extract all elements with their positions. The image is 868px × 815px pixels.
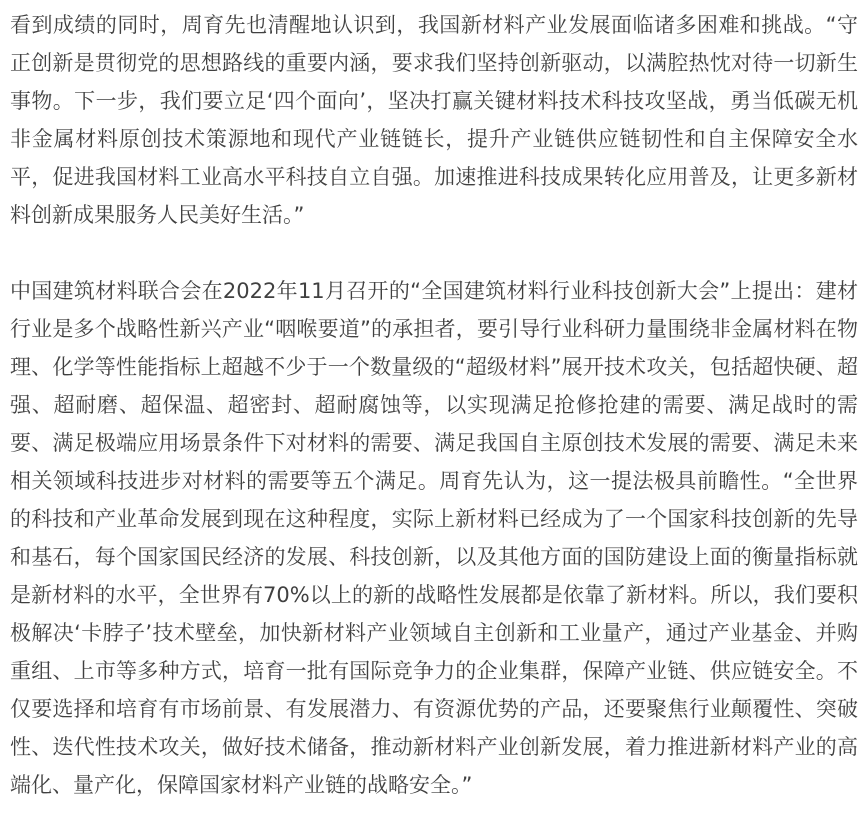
- article-paragraph-2: 中国建筑材料联合会在2022年11月召开的“全国建筑材料行业科技创新大会”上提出：建材行业是多个战略性新兴产业“咽喉要道”的承担者，要引导行业科研力量围绕非金属材料在物理、化学等性能指标上超越不少于一个数量级的“超级材料”展开技术攻关，包括超快硬、超强、超耐磨、超保温、超密封、超耐腐蚀等，以实现满足抢修抢建的需要、满足战时的需要、满足极端应用场景条件下对材料的需要、满足我国自主原创技术发展的需要、满足未来相关领域科技进步对材料的需要等五个满足。周育先认为，这一提法极具前瞻性。“全世界的科技和产业革命发展到现在这种程度，实际上新材料已经成为了一个国家科技创新的先导和基石，每个国家国民经济的发展、科技创新，以及其他方面的国防建设上面的衡量指标就是新材料的水平，全世界有70%以上的新的战略性发展都是依靠了新材料。所以，我们要积极解决‘卡脖子’技术壁垒，加快新材料产业领域自主创新和工业量产，通过产业基金、并购重组、上市等多种方式，培育一批有国际竞争力的企业集群，保障产业链、供应链安全。不仅要选择和培育有市场前景、有发展潜力、有资源优势的产品，还要聚焦行业颠覆性、突破性、迭代性技术攻关，做好技术储备，推动新材料产业创新发展，着力推进新材料产业的高端化、量产化，保障国家材料产业链的战略安全。”: [10, 279, 858, 797]
- article-paragraph-1: 看到成绩的同时，周育先也清醒地认识到，我国新材料产业发展面临诸多困难和挑战。“守正创新是贯彻党的思想路线的重要内涵，要求我们坚持创新驱动，以满腔热忱对待一切新生事物。下一步，我们要立足‘四个面向’，坚决打赢关键材料技术科技攻坚战，勇当低碳无机非金属材料原创技术策源地和现代产业链链长，提升产业链供应链韧性和自主保障安全水平，促进我国材料工业高水平科技自立自强。加速推进科技成果转化应用普及，让更多新材料创新成果服务人民美好生活。”: [10, 13, 858, 227]
